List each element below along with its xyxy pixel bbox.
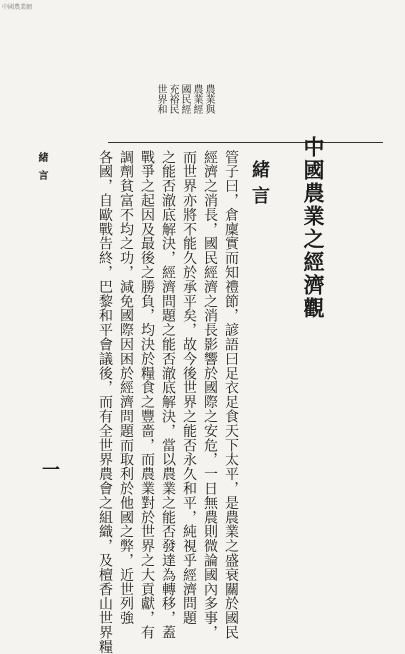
header-line: 充裕民 xyxy=(167,84,178,114)
header-line: 農業經 xyxy=(191,84,202,114)
body-line: 各國，自歐戰告終，巴黎和平會議後，而有全世界農會之組織，及檀香山世界糧 xyxy=(97,150,113,654)
body-line: 之能否澈底解決，經濟問題之能否澈底解決，當以農業之能否發達為轉移，蓋 xyxy=(160,150,176,640)
body-line: 而世界亦將不能久於承平矣，故今後世界之能否永久和平，純視乎經濟問題 xyxy=(181,150,197,626)
header-rule xyxy=(108,142,383,143)
header-line: 世界和 xyxy=(155,84,166,114)
section-heading: 緒言 xyxy=(249,160,270,212)
body-line: 調劑貧富不均之功，減免國際因困於經濟問題而取利於他國之弊，近世列強 xyxy=(118,150,134,626)
header-line: 農業與 xyxy=(203,84,214,114)
page-number: 一 xyxy=(39,460,60,478)
header-line: 國民經 xyxy=(179,84,190,114)
body-line: 經濟之消長，國民經濟之消長影響於國際之安危，一日無農則微論國內多事， xyxy=(202,150,218,640)
header-epigraph xyxy=(155,84,217,138)
gutter-section-label: 緒言 xyxy=(36,152,47,188)
page-title: 中國農業之經濟觀 xyxy=(301,136,326,320)
body-line: 戰爭之起因及最後之勝負，均決於糧食之豐嗇，而農業對於世界之大貢獻，有 xyxy=(139,150,155,640)
watermark-text: 中國農業網 xyxy=(2,4,33,11)
body-line: 管子曰，倉廩實而知禮節，諺語曰足衣足食天下太平，是農業之盛衰關於國民 xyxy=(223,150,239,640)
